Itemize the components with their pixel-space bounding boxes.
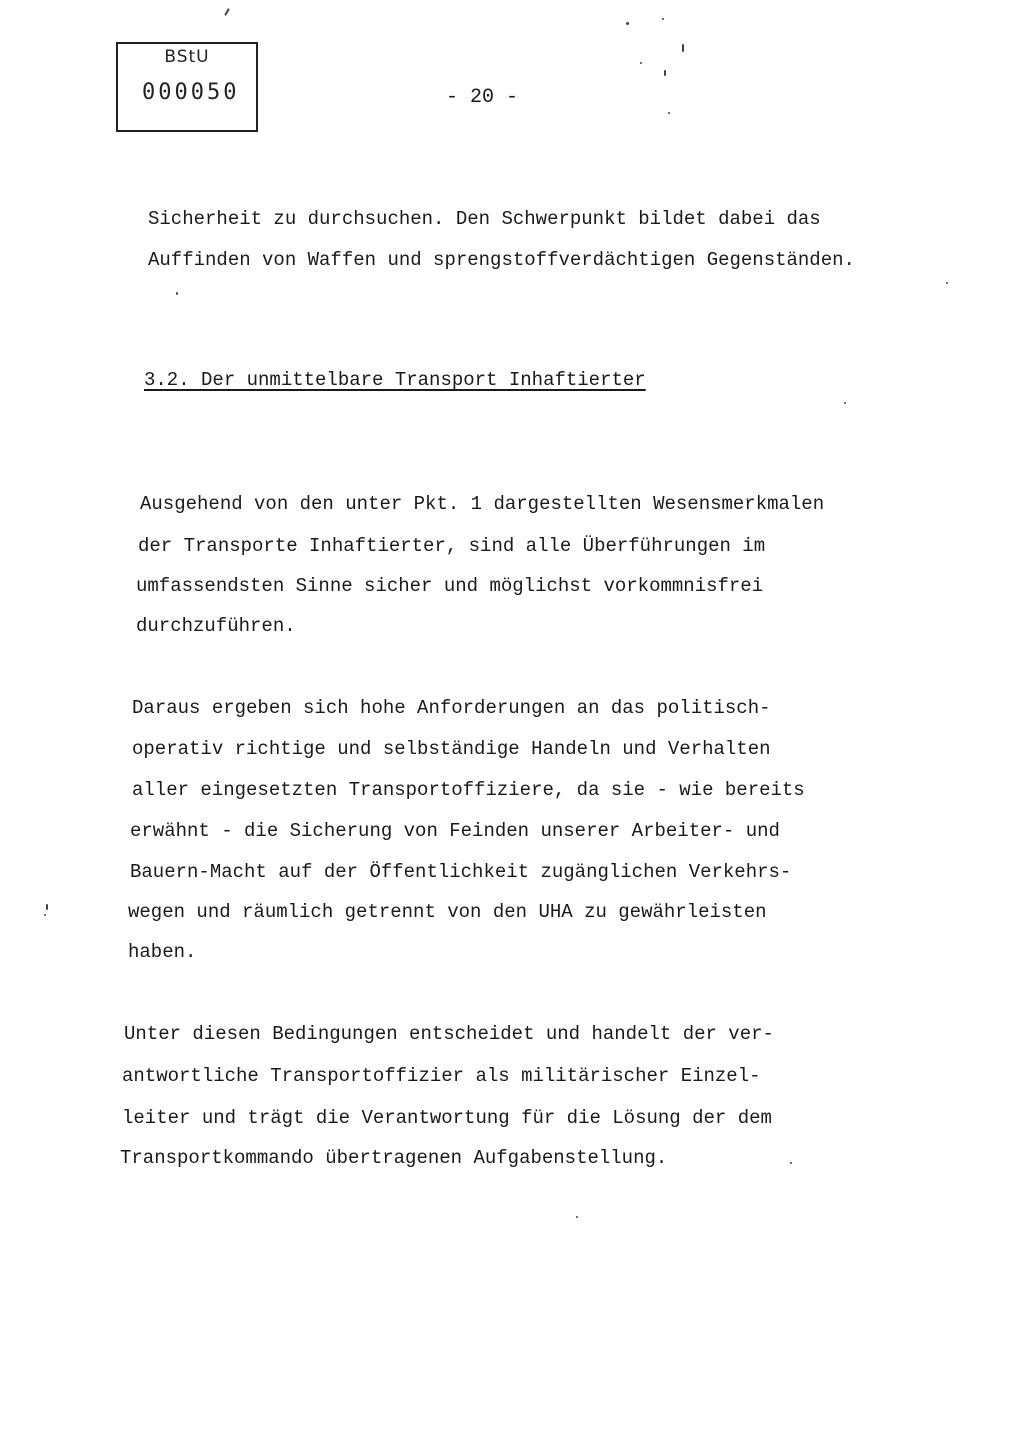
scan-speck — [46, 904, 48, 910]
text-line: Daraus ergeben sich hohe Anforderungen an das politisch- — [132, 697, 771, 719]
text-line: Unter diesen Bedingungen entscheidet und handelt der ver- — [124, 1023, 774, 1045]
stamp-number: 000050 — [142, 80, 240, 105]
text-line: durchzuführen. — [136, 615, 296, 637]
scan-speck — [682, 44, 684, 52]
scan-speck — [576, 1216, 578, 1218]
section-heading: 3.2. Der unmittelbare Transport Inhaftierter — [144, 369, 646, 391]
text-line: aller eingesetzten Transportoffiziere, da sie - wie bereits — [132, 779, 805, 801]
text-line: der Transporte Inhaftierter, sind alle Überführungen im — [138, 535, 766, 557]
scan-speck — [844, 402, 846, 404]
scan-speck — [668, 112, 670, 114]
scan-speck — [664, 70, 666, 76]
scan-speck — [640, 62, 642, 64]
text-line: haben. — [128, 941, 197, 963]
text-line: Ausgehend von den unter Pkt. 1 dargestellten Wesensmerkmalen — [140, 493, 825, 515]
page-number: - 20 - — [446, 86, 519, 109]
scan-speck — [662, 18, 664, 20]
text-line: Sicherheit zu durchsuchen. Den Schwerpunkt bildet dabei das — [148, 208, 821, 230]
text-line: Auffinden von Waffen und sprengstoffverdächtigen Gegenständen. — [148, 249, 855, 271]
text-line: operativ richtige und selbständige Handeln und Verhalten — [132, 738, 771, 760]
text-line: leiter und trägt die Verantwortung für die Lösung der dem — [122, 1107, 772, 1129]
scan-speck — [626, 22, 629, 25]
scan-speck — [946, 282, 948, 284]
scan-speck — [176, 292, 178, 295]
scan-speck — [790, 1162, 792, 1164]
text-line: umfassendsten Sinne sicher und möglichst vorkommnisfrei — [136, 575, 764, 597]
stamp-organization: BStU — [164, 47, 210, 67]
scan-speck — [44, 914, 46, 916]
scan-speck — [224, 8, 230, 16]
text-line: antwortliche Transportoffizier als militärischer Einzel- — [122, 1065, 761, 1087]
archive-stamp — [116, 42, 258, 132]
text-line: Transportkommando übertragenen Aufgabenstellung. — [120, 1147, 668, 1169]
text-line: Bauern-Macht auf der Öffentlichkeit zugänglichen Verkehrs- — [130, 861, 792, 883]
text-line: wegen und räumlich getrennt von den UHA zu gewährleisten — [128, 901, 767, 923]
text-line: erwähnt - die Sicherung von Feinden unserer Arbeiter- und — [130, 820, 780, 842]
